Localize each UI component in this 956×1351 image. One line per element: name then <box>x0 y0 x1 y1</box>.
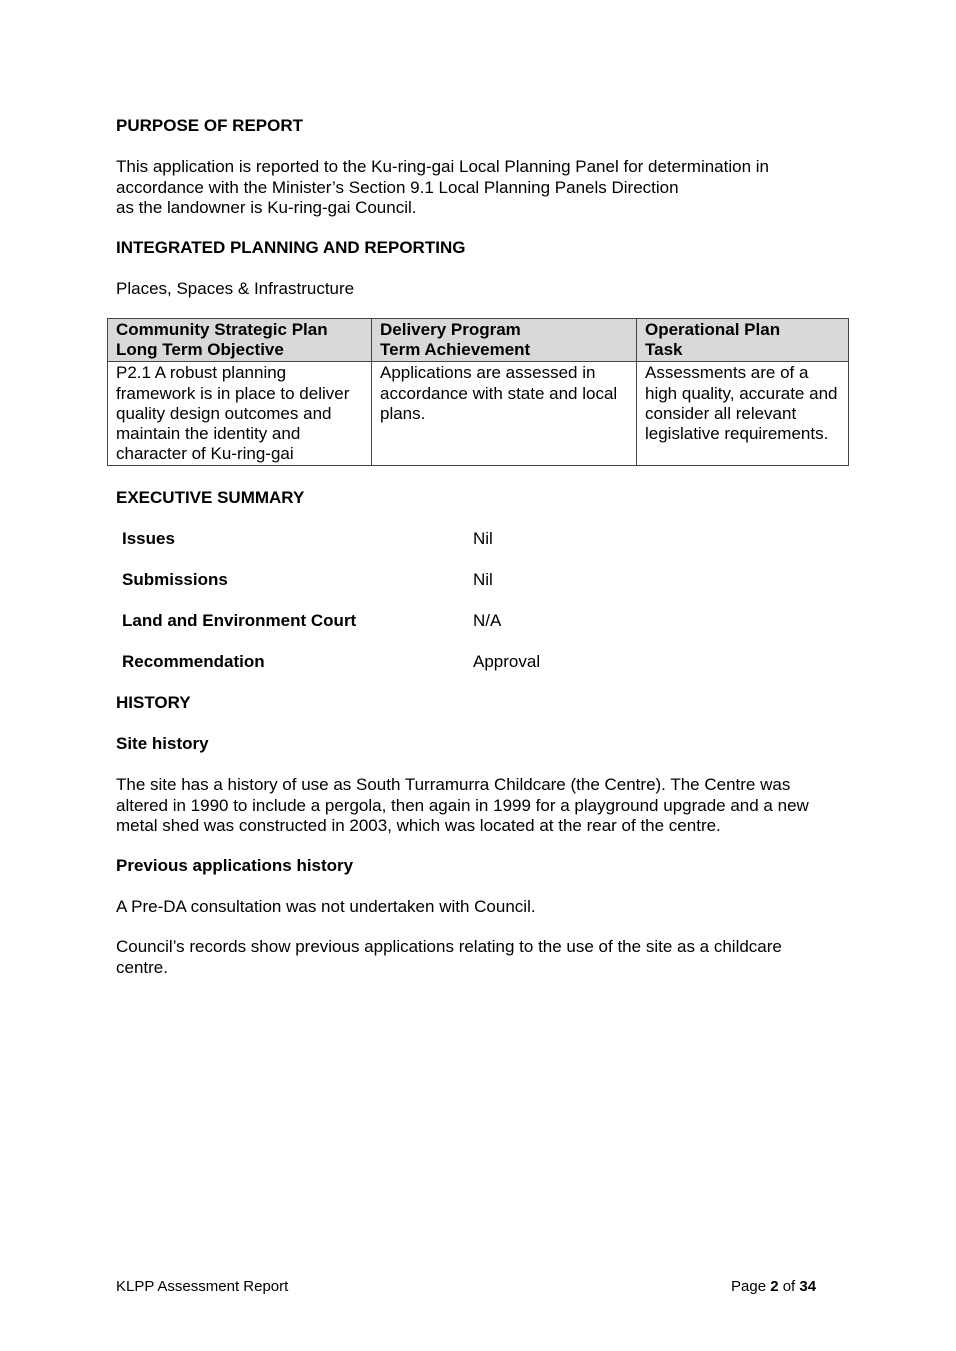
pre-da-paragraph: A Pre-DA consultation was not undertaken with Council. <box>116 897 536 916</box>
summary-value: Approval <box>473 652 541 671</box>
table-cell: Assessments are of a high quality, accurate and consider all relevant legislative requirements. <box>637 362 849 466</box>
header-line: Term Achievement <box>380 340 531 360</box>
page-total: 34 <box>799 1278 817 1295</box>
header-line: Operational Plan <box>645 320 781 339</box>
page-current: 2 <box>770 1278 779 1295</box>
site-history-line: metal shed was constructed in 2003, which was located at the rear of the centre. <box>116 816 721 835</box>
site-history-heading: Site history <box>116 734 209 753</box>
purpose-heading: PURPOSE OF REPORT <box>116 116 304 135</box>
table-header-cell <box>637 319 849 362</box>
summary-row <box>122 652 822 672</box>
table-row <box>108 362 849 466</box>
header-line: Community Strategic Plan <box>116 320 328 339</box>
summary-row <box>122 529 822 549</box>
purpose-line: This application is reported to the Ku-ring-gai Local Planning Panel for determination in <box>116 157 769 176</box>
summary-row <box>122 570 822 590</box>
table-header-cell <box>372 319 637 362</box>
purpose-line: accordance with the Minister’s Section 9.1 Local Planning Panels Direction <box>116 177 679 197</box>
site-history-line: altered in 1990 to include a pergola, then again in 1999 for a playground upgrade and a new <box>116 795 809 815</box>
header-line: Delivery Program <box>380 320 521 339</box>
integrated-subtitle: Places, Spaces & Infrastructure <box>116 279 355 298</box>
table-header-row <box>108 319 849 362</box>
header-line: Long Term Objective <box>116 340 284 360</box>
history-heading: HISTORY <box>116 693 191 712</box>
purpose-paragraph <box>116 157 851 219</box>
summary-label: Issues <box>122 529 175 548</box>
site-history-paragraph <box>116 775 851 837</box>
site-history-line: The site has a history of use as South Turramurra Childcare (the Centre). The Centre was <box>116 775 791 794</box>
page-of: of <box>778 1278 800 1295</box>
council-records-paragraph <box>116 937 851 978</box>
purpose-line: as the landowner is Ku-ring-gai Council. <box>116 198 417 217</box>
records-line: Council’s records show previous applications relating to the use of the site as a childcare <box>116 937 782 956</box>
summary-label: Recommendation <box>122 652 265 671</box>
summary-label: Land and Environment Court <box>122 611 357 630</box>
previous-applications-heading: Previous applications history <box>116 856 354 875</box>
summary-row <box>122 611 822 631</box>
integrated-heading: INTEGRATED PLANNING AND REPORTING <box>116 238 466 257</box>
footer-page-number <box>731 1277 816 1298</box>
table-cell: Applications are assessed in accordance with state and local plans. <box>372 362 637 466</box>
summary-value: Nil <box>473 529 493 548</box>
table-cell: P2.1 A robust planning framework is in place to deliver quality design outcomes and maintain the identity and character of Ku-ring-gai <box>108 362 372 466</box>
summary-label: Submissions <box>122 570 228 589</box>
community-strategic-plan-table <box>107 318 849 466</box>
executive-summary-heading: EXECUTIVE SUMMARY <box>116 488 305 507</box>
table-header-cell <box>108 319 372 362</box>
summary-value: N/A <box>473 611 502 630</box>
summary-value: Nil <box>473 570 493 589</box>
footer-report-title: KLPP Assessment Report <box>116 1278 289 1295</box>
header-line: Task <box>645 340 683 360</box>
page-prefix: Page <box>731 1278 771 1295</box>
records-line: centre. <box>116 957 168 977</box>
